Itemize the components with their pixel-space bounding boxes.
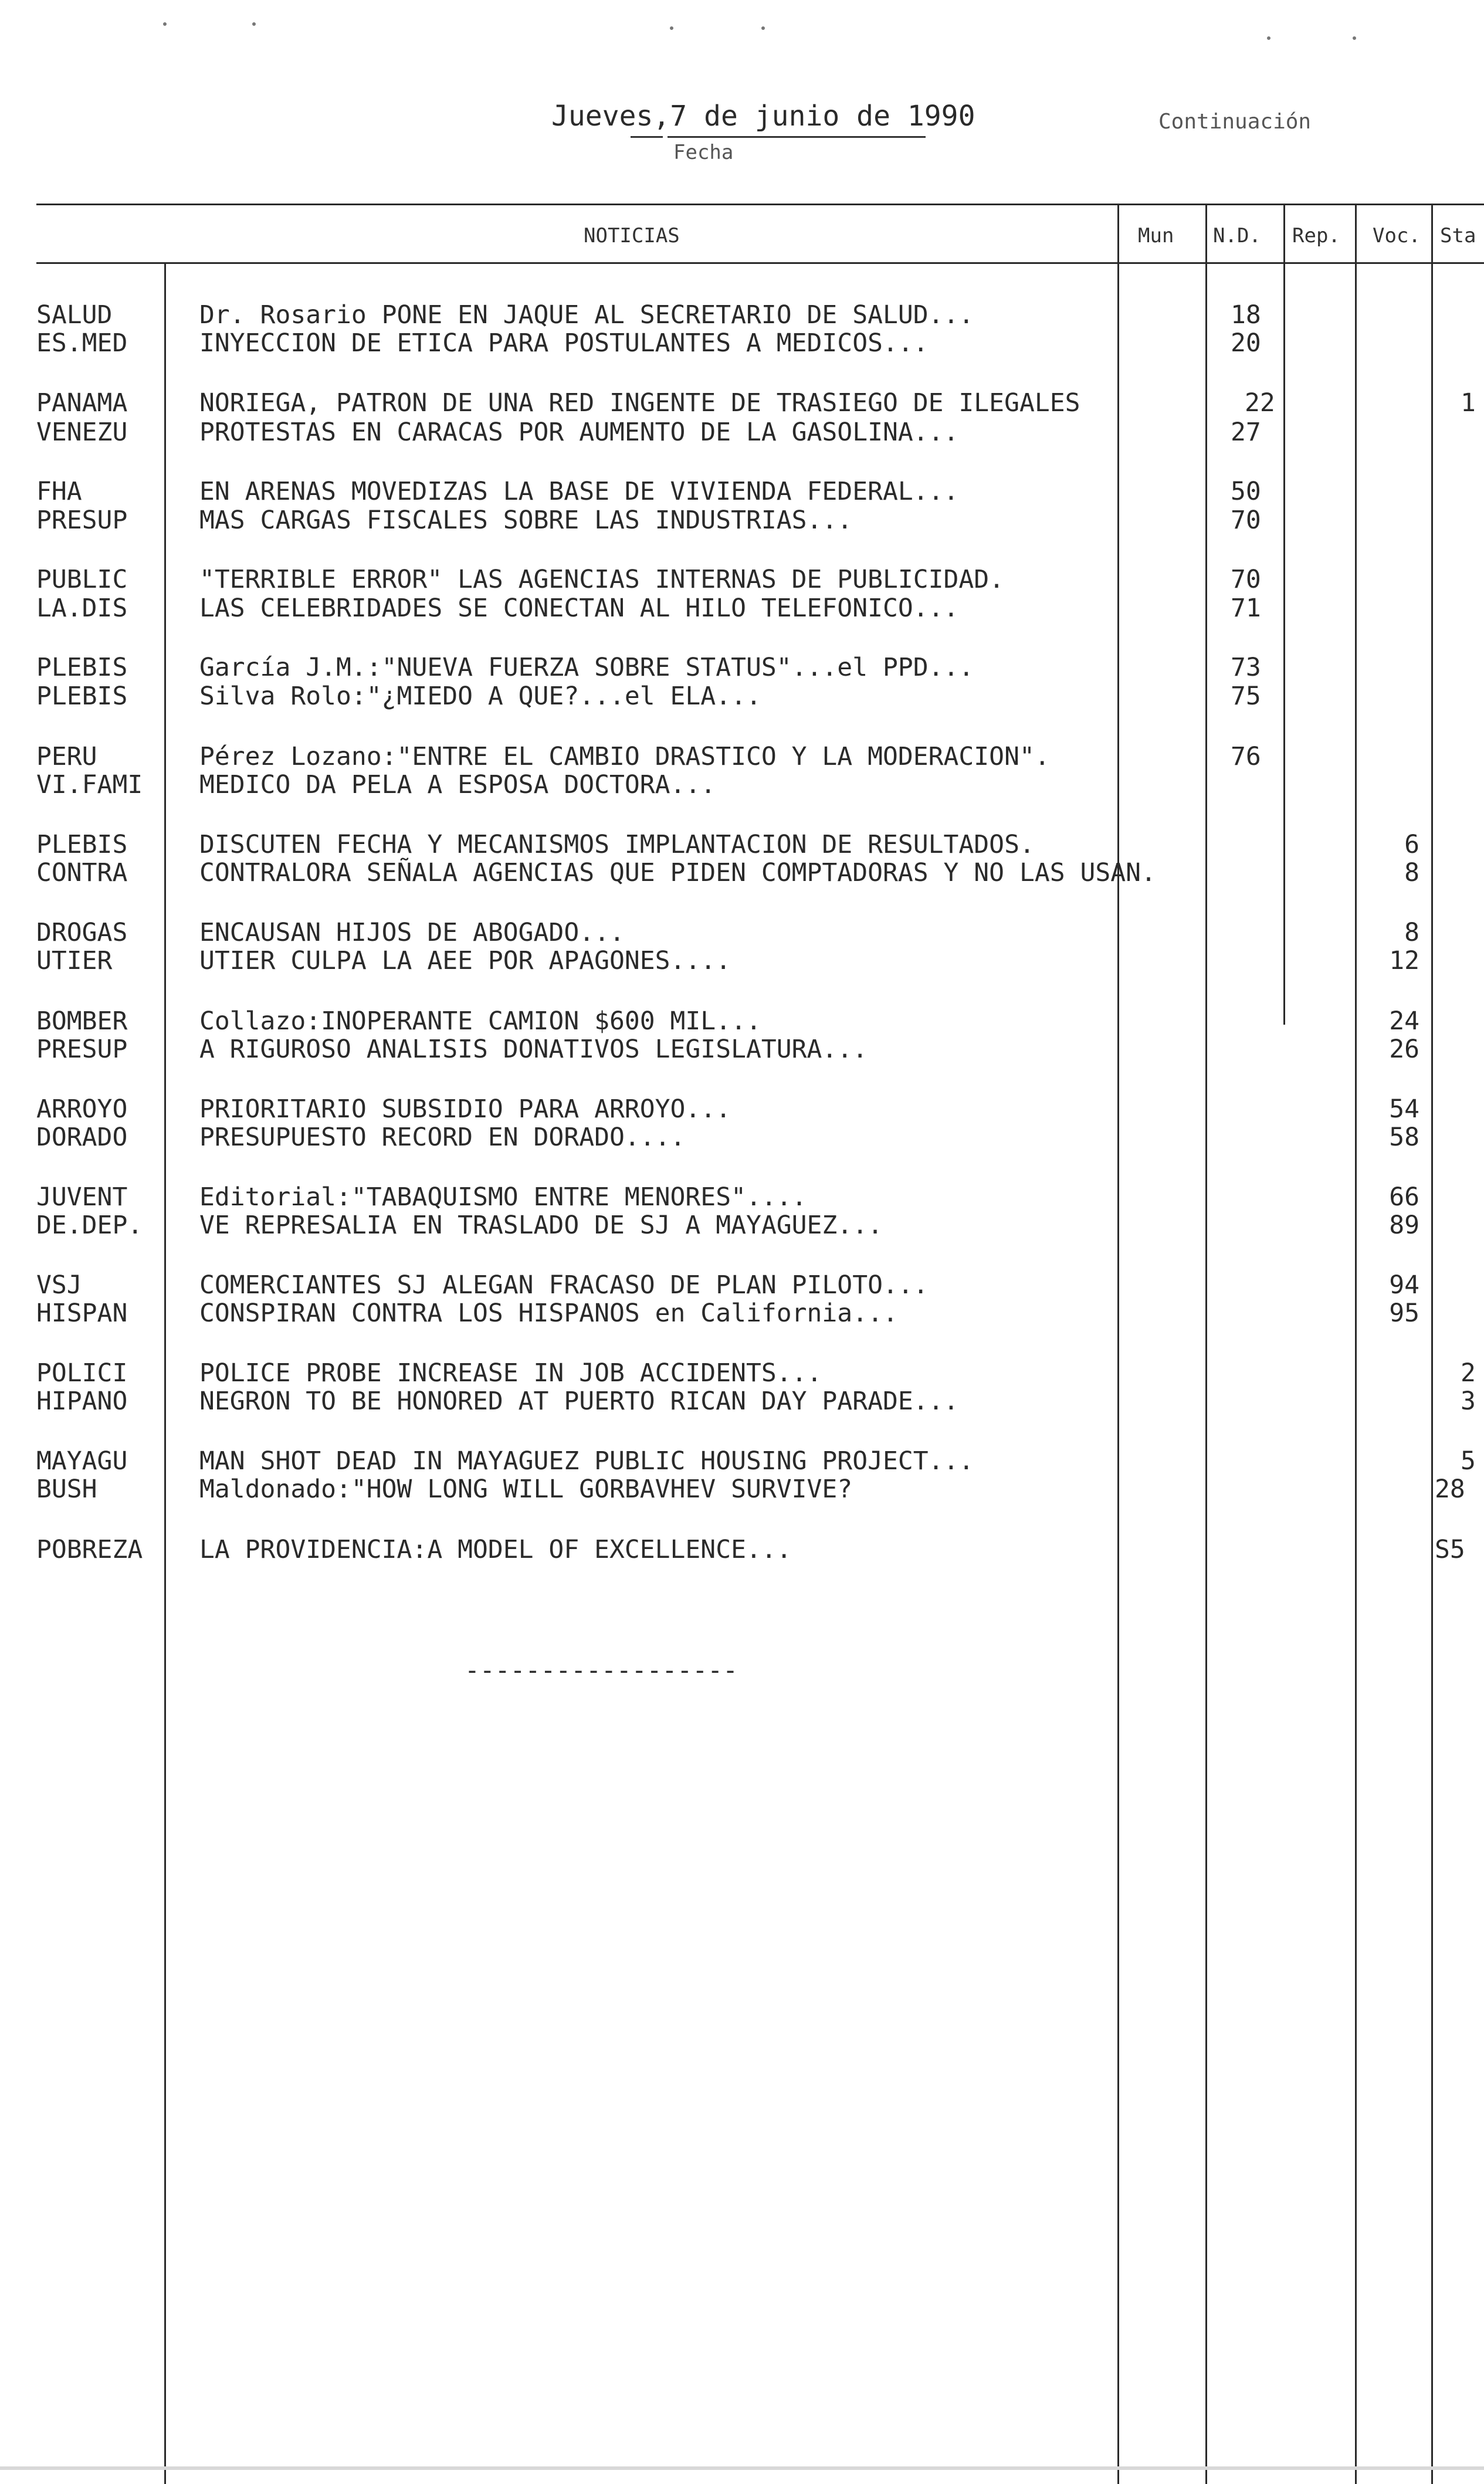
row-headline: ENCAUSAN HIJOS DE ABOGADO...: [199, 918, 625, 947]
row-section: PRESUP: [36, 506, 128, 535]
row-section: VENEZU: [36, 418, 128, 447]
row-section: MAYAGU: [36, 1446, 128, 1476]
table-top-rule: [36, 204, 1484, 205]
voc-column-divider-right: [1431, 204, 1433, 2484]
row-headline: Dr. Rosario PONE EN JAQUE AL SECRETARIO DE SALUD...: [199, 300, 974, 330]
row-section: PERU: [36, 742, 97, 771]
row-headline: Maldonado:"HOW LONG WILL GORBAVHEV SURVIVE?: [199, 1475, 853, 1504]
row-sta: 1: [1461, 388, 1476, 418]
row-section: HIPANO: [36, 1387, 128, 1416]
row-headline: PRESUPUESTO RECORD EN DORADO....: [199, 1123, 686, 1152]
rep-column-divider-right: [1355, 204, 1357, 2484]
mun-column-divider-left: [1117, 204, 1119, 2484]
row-sta: 5: [1461, 1446, 1476, 1476]
row-nd: 50: [1231, 477, 1261, 506]
row-nd: 73: [1231, 653, 1261, 682]
column-header-mun: Mun: [1138, 224, 1174, 248]
row-headline: Editorial:"TABAQUISMO ENTRE MENORES"....: [199, 1182, 807, 1212]
row-voc: 89: [1389, 1211, 1419, 1240]
date-text: Jueves,7 de junio de 1990: [551, 100, 975, 133]
row-headline: García J.M.:"NUEVA FUERZA SOBRE STATUS"...el PPD...: [199, 653, 974, 682]
row-headline: DISCUTEN FECHA Y MECANISMOS IMPLANTACION DE RESULTADOS.: [199, 830, 1035, 859]
row-voc: 24: [1389, 1007, 1419, 1036]
row-section: POLICI: [36, 1358, 128, 1388]
row-sta: S5: [1435, 1535, 1465, 1564]
row-headline: CONSPIRAN CONTRA LOS HISPANOS en California...: [199, 1299, 898, 1328]
column-header-nd: N.D.: [1213, 224, 1261, 248]
row-section: ES.MED: [36, 328, 128, 358]
scan-mark: [1353, 36, 1356, 40]
row-voc: 94: [1389, 1270, 1419, 1300]
row-section: BUSH: [36, 1475, 97, 1504]
row-voc: 12: [1389, 946, 1419, 975]
end-of-list-dashes: ------------------: [465, 1656, 738, 1685]
row-nd: 22: [1245, 388, 1275, 418]
row-headline: MAS CARGAS FISCALES SOBRE LAS INDUSTRIAS...: [199, 506, 853, 535]
row-section: PRESUP: [36, 1035, 128, 1064]
column-header-voc: Voc.: [1373, 224, 1421, 248]
row-section: FHA: [36, 477, 82, 506]
row-headline: MEDICO DA PELA A ESPOSA DOCTORA...: [199, 770, 716, 799]
row-section: DE.DEP.: [36, 1211, 143, 1240]
row-voc: 8: [1404, 918, 1419, 947]
row-headline: LAS CELEBRIDADES SE CONECTAN AL HILO TELEFONICO...: [199, 594, 959, 623]
row-nd: 20: [1231, 328, 1261, 358]
row-headline: NEGRON TO BE HONORED AT PUERTO RICAN DAY PARADE...: [199, 1387, 959, 1416]
scan-mark: [670, 26, 673, 30]
row-headline: Collazo:INOPERANTE CAMION $600 MIL...: [199, 1007, 761, 1036]
mun-column-divider-right: [1205, 204, 1207, 2484]
row-headline: EN ARENAS MOVEDIZAS LA BASE DE VIVIENDA FEDERAL...: [199, 477, 959, 506]
row-section: SALUD: [36, 300, 113, 330]
date-underline: [631, 136, 663, 138]
row-headline: MAN SHOT DEAD IN MAYAGUEZ PUBLIC HOUSING PROJECT...: [199, 1446, 974, 1476]
row-section: HISPAN: [36, 1299, 128, 1328]
row-nd: 27: [1231, 418, 1261, 447]
row-voc: 95: [1389, 1299, 1419, 1328]
scan-mark: [1267, 36, 1270, 40]
row-sta: 28: [1435, 1475, 1465, 1504]
row-section: ARROYO: [36, 1094, 128, 1124]
row-section: JUVENT: [36, 1182, 128, 1212]
row-nd: 76: [1231, 742, 1261, 771]
column-header-rep: Rep.: [1292, 224, 1340, 248]
row-voc: 54: [1389, 1094, 1419, 1124]
row-headline: UTIER CULPA LA AEE POR APAGONES....: [199, 946, 731, 975]
row-nd: 70: [1231, 565, 1261, 594]
row-headline: COMERCIANTES SJ ALEGAN FRACASO DE PLAN PILOTO...: [199, 1270, 929, 1300]
row-sta: 2: [1461, 1358, 1476, 1388]
row-headline: Silva Rolo:"¿MIEDO A QUE?...el ELA...: [199, 682, 761, 711]
row-section: CONTRA: [36, 858, 128, 887]
row-headline: VE REPRESALIA EN TRASLADO DE SJ A MAYAGUEZ...: [199, 1211, 883, 1240]
row-headline: INYECCION DE ETICA PARA POSTULANTES A MEDICOS...: [199, 328, 929, 358]
row-headline: PROTESTAS EN CARACAS POR AUMENTO DE LA GASOLINA...: [199, 418, 959, 447]
row-nd: 75: [1231, 682, 1261, 711]
row-section: VI.FAMI: [36, 770, 143, 799]
row-section: POBREZA: [36, 1535, 143, 1564]
row-nd: 71: [1231, 594, 1261, 623]
scan-bottom-edge: [0, 2466, 1484, 2470]
row-voc: 66: [1389, 1182, 1419, 1212]
row-section: PANAMA: [36, 388, 128, 418]
row-headline: CONTRALORA SEÑALA AGENCIAS QUE PIDEN COMPTADORAS Y NO LAS USAN.: [199, 858, 1156, 887]
row-section: DROGAS: [36, 918, 128, 947]
section-column-divider: [164, 262, 166, 2484]
continuation-label: Continuación: [1158, 110, 1312, 134]
scan-mark: [163, 22, 167, 26]
row-headline: "TERRIBLE ERROR" LAS AGENCIAS INTERNAS DE PUBLICIDAD.: [199, 565, 1005, 594]
row-headline: PRIORITARIO SUBSIDIO PARA ARROYO...: [199, 1094, 731, 1124]
row-section: DORADO: [36, 1123, 128, 1152]
row-voc: 8: [1404, 858, 1419, 887]
date-underline: [668, 136, 926, 138]
row-headline: NORIEGA, PATRON DE UNA RED INGENTE DE TRASIEGO DE ILEGALES: [199, 388, 1080, 418]
row-section: VSJ: [36, 1270, 82, 1300]
row-headline: LA PROVIDENCIA:A MODEL OF EXCELLENCE...: [199, 1535, 792, 1564]
row-section: PLEBIS: [36, 653, 128, 682]
row-section: PLEBIS: [36, 830, 128, 859]
row-voc: 26: [1389, 1035, 1419, 1064]
row-section: BOMBER: [36, 1007, 128, 1036]
row-section: PLEBIS: [36, 682, 128, 711]
table-header-rule: [36, 262, 1484, 264]
column-header-noticias: NOTICIAS: [584, 224, 680, 248]
scan-mark: [761, 26, 765, 30]
row-section: PUBLIC: [36, 565, 128, 594]
row-voc: 6: [1404, 830, 1419, 859]
scan-mark: [252, 22, 256, 26]
row-section: UTIER: [36, 946, 113, 975]
row-headline: Pérez Lozano:"ENTRE EL CAMBIO DRASTICO Y LA MODERACION".: [199, 742, 1050, 771]
row-sta: 3: [1461, 1387, 1476, 1416]
nd-column-divider-right: [1283, 204, 1285, 1025]
row-section: LA.DIS: [36, 594, 128, 623]
row-voc: 58: [1389, 1123, 1419, 1152]
row-headline: POLICE PROBE INCREASE IN JOB ACCIDENTS...: [199, 1358, 822, 1388]
row-nd: 18: [1231, 300, 1261, 330]
row-headline: A RIGUROSO ANALISIS DONATIVOS LEGISLATURA...: [199, 1035, 868, 1064]
row-nd: 70: [1231, 506, 1261, 535]
column-header-sta: Sta: [1440, 224, 1476, 248]
date-label: Fecha: [673, 141, 734, 164]
